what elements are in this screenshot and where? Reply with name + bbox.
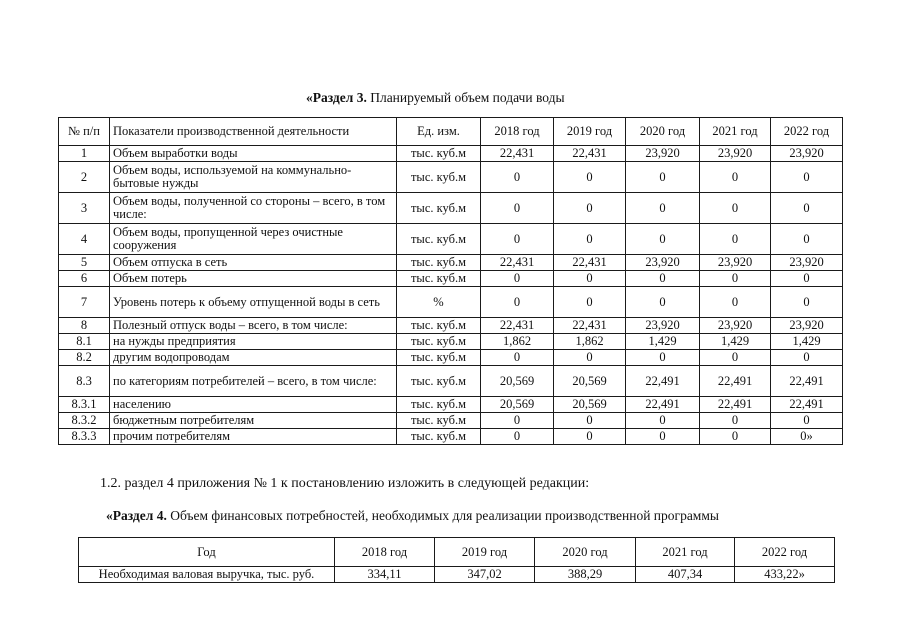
- table-header-row: [59, 118, 843, 146]
- unit-cell: тыс. куб.м: [397, 271, 481, 287]
- value-cell: 0: [700, 350, 771, 366]
- value-cell: 23,920: [771, 255, 843, 271]
- column-header: 2022 год: [735, 538, 835, 567]
- value-cell: 0: [771, 271, 843, 287]
- row-number: 7: [59, 287, 110, 318]
- value-cell: 0: [771, 287, 843, 318]
- table-row: [59, 366, 843, 397]
- column-header: 2018 год: [481, 118, 554, 146]
- section-4-title-text: Объем финансовых потребностей, необходимых для реализации производственной программы: [166, 508, 719, 523]
- value-cell: 20,569: [481, 366, 554, 397]
- unit-cell: тыс. куб.м: [397, 224, 481, 255]
- table-row: [59, 271, 843, 287]
- value-cell: 1,429: [626, 334, 700, 350]
- indicator-name: Уровень потерь к объему отпущенной воды в сеть: [110, 287, 397, 318]
- unit-cell: тыс. куб.м: [397, 318, 481, 334]
- unit-cell: тыс. куб.м: [397, 397, 481, 413]
- value-cell: 20,569: [481, 397, 554, 413]
- column-header: 2018 год: [335, 538, 435, 567]
- value-cell: 0: [626, 287, 700, 318]
- indicator-name: прочим потребителям: [110, 429, 397, 445]
- value-cell: 0: [481, 429, 554, 445]
- value-cell: 1,862: [481, 334, 554, 350]
- table-row: [59, 193, 843, 224]
- value-cell: 0: [626, 162, 700, 193]
- value-cell: 0: [481, 162, 554, 193]
- value-cell: 23,920: [700, 318, 771, 334]
- table-row: [59, 429, 843, 445]
- unit-cell: тыс. куб.м: [397, 413, 481, 429]
- value-cell: 22,491: [626, 366, 700, 397]
- indicator-name: Объем выработки воды: [110, 146, 397, 162]
- indicator-name: по категориям потребителей – всего, в том числе:: [110, 366, 397, 397]
- indicator-name: Объем воды, пропущенной через очистные сооружения: [110, 224, 397, 255]
- row-number: 8.3: [59, 366, 110, 397]
- value-cell: 0: [481, 271, 554, 287]
- value-cell: 0: [481, 224, 554, 255]
- table-row: [59, 318, 843, 334]
- column-header: 2020 год: [626, 118, 700, 146]
- value-cell: 0: [481, 193, 554, 224]
- value-cell: 22,491: [626, 397, 700, 413]
- value-cell: 0: [700, 413, 771, 429]
- value-cell: 0: [626, 224, 700, 255]
- table-row: [59, 224, 843, 255]
- value-cell: 22,491: [771, 397, 843, 413]
- value-cell: 433,22»: [735, 567, 835, 583]
- indicator-name: Необходимая валовая выручка, тыс. руб.: [79, 567, 335, 583]
- value-cell: 0: [700, 162, 771, 193]
- value-cell: 0: [700, 193, 771, 224]
- value-cell: 22,431: [554, 146, 626, 162]
- value-cell: 23,920: [700, 255, 771, 271]
- value-cell: 334,11: [335, 567, 435, 583]
- unit-cell: тыс. куб.м: [397, 334, 481, 350]
- value-cell: 0: [554, 224, 626, 255]
- table-row: [59, 287, 843, 318]
- value-cell: 0: [626, 429, 700, 445]
- value-cell: 22,431: [481, 255, 554, 271]
- value-cell: 22,431: [481, 146, 554, 162]
- water-supply-table: [58, 117, 843, 445]
- value-cell: 0: [771, 162, 843, 193]
- value-cell: 0: [554, 271, 626, 287]
- row-number: 5: [59, 255, 110, 271]
- section-4-title: [106, 508, 719, 524]
- row-number: 8.2: [59, 350, 110, 366]
- unit-cell: тыс. куб.м: [397, 255, 481, 271]
- section-3-title-bold: «Раздел 3.: [306, 90, 367, 105]
- value-cell: 22,431: [554, 255, 626, 271]
- indicator-name: Объем отпуска в сеть: [110, 255, 397, 271]
- value-cell: 0: [626, 193, 700, 224]
- value-cell: 0: [554, 429, 626, 445]
- row-number: 3: [59, 193, 110, 224]
- unit-cell: тыс. куб.м: [397, 146, 481, 162]
- value-cell: 1,862: [554, 334, 626, 350]
- row-number: 8.3.1: [59, 397, 110, 413]
- row-number: 8: [59, 318, 110, 334]
- value-cell: 0: [700, 271, 771, 287]
- value-cell: 22,431: [481, 318, 554, 334]
- value-cell: 22,491: [700, 397, 771, 413]
- amendment-paragraph: 1.2. раздел 4 приложения № 1 к постановлению изложить в следующей редакции:: [100, 476, 590, 491]
- section-4-title-bold: «Раздел 4.: [106, 508, 167, 523]
- value-cell: 23,920: [626, 318, 700, 334]
- table-row: [59, 350, 843, 366]
- value-cell: 0: [481, 413, 554, 429]
- value-cell: 23,920: [626, 255, 700, 271]
- value-cell: 0: [700, 224, 771, 255]
- value-cell: 22,491: [700, 366, 771, 397]
- column-header: № п/п: [59, 118, 110, 146]
- value-cell: 347,02: [435, 567, 535, 583]
- indicator-name: Объем потерь: [110, 271, 397, 287]
- unit-cell: тыс. куб.м: [397, 366, 481, 397]
- column-header: 2020 год: [535, 538, 636, 567]
- financial-needs-table: [78, 537, 835, 583]
- column-header: 2022 год: [771, 118, 843, 146]
- value-cell: 23,920: [771, 146, 843, 162]
- column-header: Ед. изм.: [397, 118, 481, 146]
- value-cell: 0: [481, 287, 554, 318]
- value-cell: 23,920: [626, 146, 700, 162]
- indicator-name: другим водопроводам: [110, 350, 397, 366]
- table-row: [79, 567, 835, 583]
- value-cell: 20,569: [554, 397, 626, 413]
- unit-cell: тыс. куб.м: [397, 350, 481, 366]
- value-cell: 0: [771, 193, 843, 224]
- indicator-name: на нужды предприятия: [110, 334, 397, 350]
- table-header-row: [79, 538, 835, 567]
- value-cell: 0: [481, 350, 554, 366]
- unit-cell: %: [397, 287, 481, 318]
- column-header: 2019 год: [554, 118, 626, 146]
- column-header: Показатели производственной деятельности: [110, 118, 397, 146]
- value-cell: 388,29: [535, 567, 636, 583]
- row-number: 1: [59, 146, 110, 162]
- value-cell: 0: [554, 350, 626, 366]
- value-cell: 0: [771, 413, 843, 429]
- value-cell: 22,491: [771, 366, 843, 397]
- value-cell: 1,429: [700, 334, 771, 350]
- section-3-title-text: Планируемый объем подачи воды: [366, 90, 565, 105]
- column-header: Год: [79, 538, 335, 567]
- value-cell: 0: [626, 350, 700, 366]
- value-cell: 0: [700, 429, 771, 445]
- indicator-name: Объем воды, используемой на коммунально-бытовые нужды: [110, 162, 397, 193]
- value-cell: 0: [626, 271, 700, 287]
- value-cell: 0: [771, 224, 843, 255]
- value-cell: 0: [554, 193, 626, 224]
- value-cell: 0: [626, 413, 700, 429]
- row-number: 8.3.3: [59, 429, 110, 445]
- row-number: 2: [59, 162, 110, 193]
- value-cell: 23,920: [771, 318, 843, 334]
- column-header: 2019 год: [435, 538, 535, 567]
- table-row: [59, 255, 843, 271]
- row-number: 8.1: [59, 334, 110, 350]
- value-cell: 0: [554, 162, 626, 193]
- value-cell: 22,431: [554, 318, 626, 334]
- value-cell: 1,429: [771, 334, 843, 350]
- unit-cell: тыс. куб.м: [397, 162, 481, 193]
- value-cell: 0»: [771, 429, 843, 445]
- table-row: [59, 334, 843, 350]
- table-row: [59, 413, 843, 429]
- value-cell: 0: [554, 287, 626, 318]
- indicator-name: Объем воды, полученной со стороны – всего, в том числе:: [110, 193, 397, 224]
- indicator-name: бюджетным потребителям: [110, 413, 397, 429]
- unit-cell: тыс. куб.м: [397, 193, 481, 224]
- table-row: [59, 397, 843, 413]
- table-row: [59, 162, 843, 193]
- value-cell: 407,34: [636, 567, 735, 583]
- row-number: 8.3.2: [59, 413, 110, 429]
- table-row: [59, 146, 843, 162]
- value-cell: 0: [700, 287, 771, 318]
- indicator-name: Полезный отпуск воды – всего, в том числе:: [110, 318, 397, 334]
- value-cell: 0: [554, 413, 626, 429]
- column-header: 2021 год: [700, 118, 771, 146]
- value-cell: 0: [771, 350, 843, 366]
- unit-cell: тыс. куб.м: [397, 429, 481, 445]
- value-cell: 23,920: [700, 146, 771, 162]
- indicator-name: населению: [110, 397, 397, 413]
- row-number: 6: [59, 271, 110, 287]
- value-cell: 20,569: [554, 366, 626, 397]
- section-3-title: [306, 90, 565, 106]
- column-header: 2021 год: [636, 538, 735, 567]
- row-number: 4: [59, 224, 110, 255]
